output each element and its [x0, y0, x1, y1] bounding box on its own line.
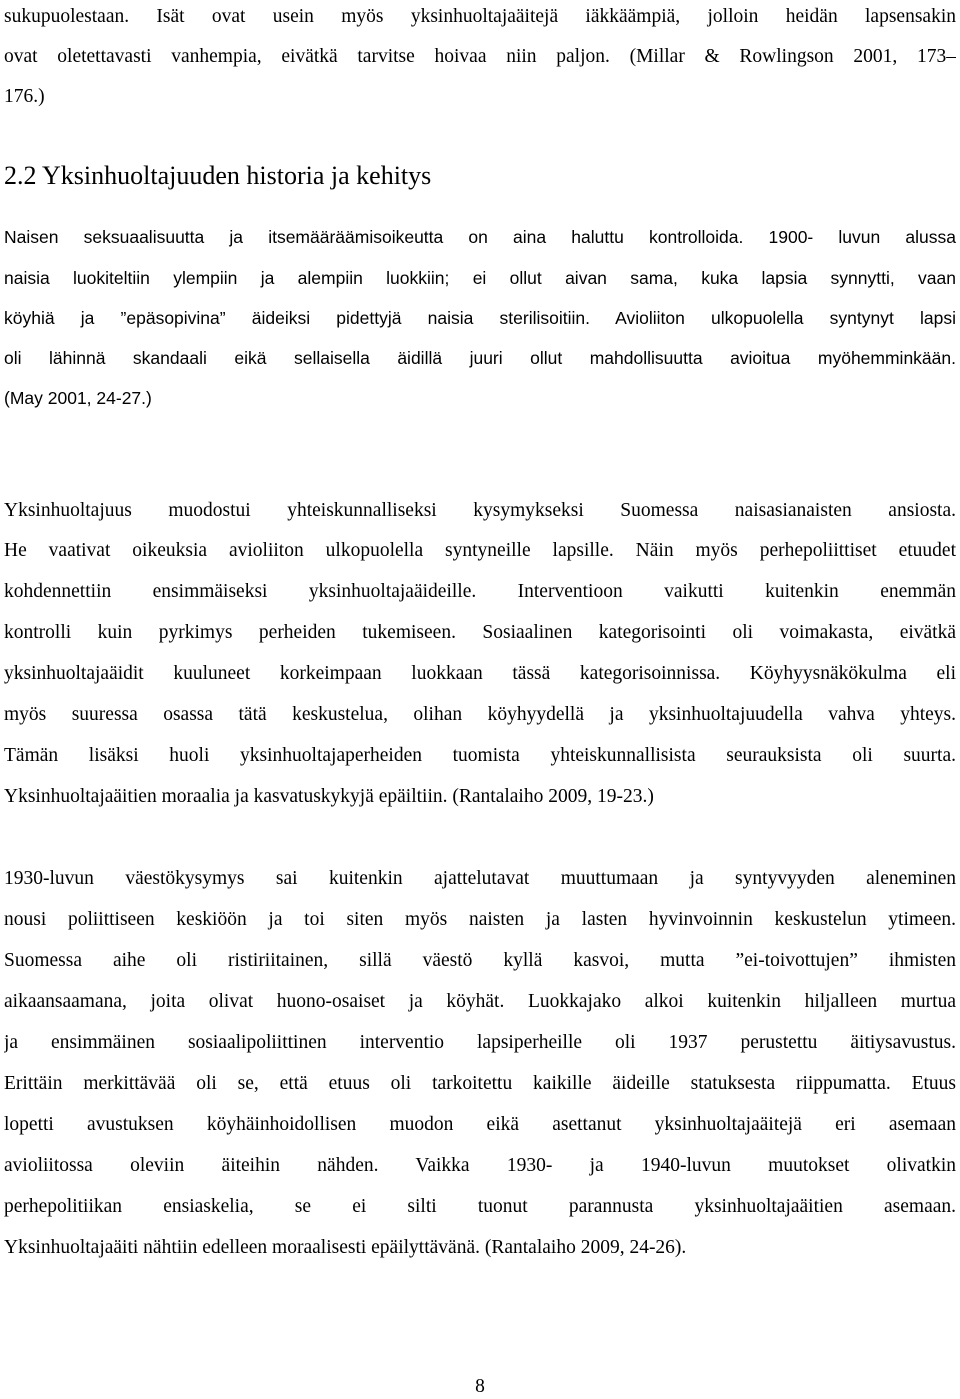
paragraph-line: nousi poliittiseen keskiöön ja toi siten myös naisten ja lasten hyvinvoinnin keskustelun ytimeen. — [4, 909, 956, 930]
paragraph-line: aikaansaamana, joita olivat huono-osaiset ja köyhät. Luokkajako alkoi kuitenkin hiljalleen murtua — [4, 991, 956, 1012]
paragraph-line: Yksinhuoltajaäiti nähtiin edelleen moraalisesti epäilyttävänä. (Rantalaiho 2009, 24-26). — [4, 1237, 687, 1258]
paragraph-line: ja ensimmäinen sosiaalipoliittinen interventio lapsiperheille oli 1937 perustettu äitiysavustus. — [4, 1032, 956, 1053]
paragraph-line: yksinhuoltajaäidit kuuluneet korkeimpaan luokkaan tässä kategorisoinnissa. Köyhyysnäkökulma eli — [4, 663, 956, 684]
paragraph-line: avioliitossa oleviin äiteihin nähden. Vaikka 1930- ja 1940-luvun muutokset olivatkin — [4, 1155, 956, 1176]
paragraph-line: köyhiä ja ”epäsopivina” äideiksi pidettyjä naisia sterilisoitiin. Avioliiton ulkopuolella syntynyt lapsi — [4, 308, 956, 328]
paragraph-line: kohdennettiin ensimmäiseksi yksinhuoltajaäideille. Interventioon vaikutti kuitenkin enemmän — [4, 581, 956, 602]
page-number: 8 — [475, 1376, 485, 1397]
section-heading: 2.2 Yksinhuoltajuuden historia ja kehitys — [4, 161, 432, 190]
paragraph-line: Erittäin merkittävää oli se, että etuus oli tarkoitettu kaikille äideille statuksesta riippumatta. Etuus — [4, 1073, 956, 1094]
paragraph-line: perhepolitiikan ensiaskelia, se ei silti tuonut parannusta yksinhuoltajaäitien asemaan. — [4, 1196, 956, 1217]
intro-line: 176.) — [4, 86, 45, 107]
paragraph-line: Yksinhuoltajuus muodostui yhteiskunnalliseksi kysymykseksi Suomessa naisasianaisten ansiosta. — [4, 500, 956, 521]
paragraph-line: Suomessa aihe oli ristiriitainen, sillä väestö kyllä kasvoi, mutta ”ei-toivottujen” ihmisten — [4, 950, 956, 971]
paragraph-line: lopetti avustuksen köyhäinhoidollisen muodon eikä asettanut yksinhuoltajaäitejä eri asemaan — [4, 1114, 956, 1135]
paragraph-line: oli lähinnä skandaali eikä sellaisella äidillä juuri ollut mahdollisuutta avioitua myöhemminkään. — [4, 348, 956, 368]
paragraph-line: He vaativat oikeuksia avioliiton ulkopuolella syntyneille lapsille. Näin myös perhepoliittiset etuudet — [4, 540, 956, 561]
paragraph-line: kontrolli kuin pyrkimys perheiden tukemiseen. Sosiaalinen kategorisointi oli voimakasta, eivätkä — [4, 622, 956, 643]
paragraph-line: myös suuressa osassa tätä keskustelua, olihan köyhyydellä ja yksinhuoltajuudella vahva yhteys. — [4, 704, 956, 725]
paragraph-line: 1930-luvun väestökysymys sai kuitenkin ajattelutavat muuttumaan ja syntyvyyden aleneminen — [4, 868, 956, 889]
paragraph-line: (May 2001, 24-27.) — [4, 388, 152, 408]
paragraph-line: Naisen seksuaalisuutta ja itsemääräämisoikeutta on aina haluttu kontrolloida. 1900- luvun alussa — [4, 227, 956, 247]
paragraph-line: Yksinhuoltajaäitien moraalia ja kasvatuskykyjä epäiltiin. (Rantalaiho 2009, 19-23.) — [4, 786, 654, 807]
paragraph-line: naisia luokiteltiin ylempiin ja alempiin luokkiin; ei ollut aivan sama, kuka lapsia synnytti, vaan — [4, 268, 956, 288]
intro-line: ovat oletettavasti vanhempia, eivätkä tarvitse hoivaa niin paljon. (Millar & Rowlingson 2001, 173– — [4, 46, 956, 67]
intro-line: sukupuolestaan. Isät ovat usein myös yksinhuoltajaäitejä iäkkäämpiä, jolloin heidän lapsensakin — [4, 6, 956, 27]
paragraph-line: Tämän lisäksi huoli yksinhuoltajaperheiden tuomista yhteiskunnallisista seurauksista oli suurta. — [4, 745, 956, 766]
